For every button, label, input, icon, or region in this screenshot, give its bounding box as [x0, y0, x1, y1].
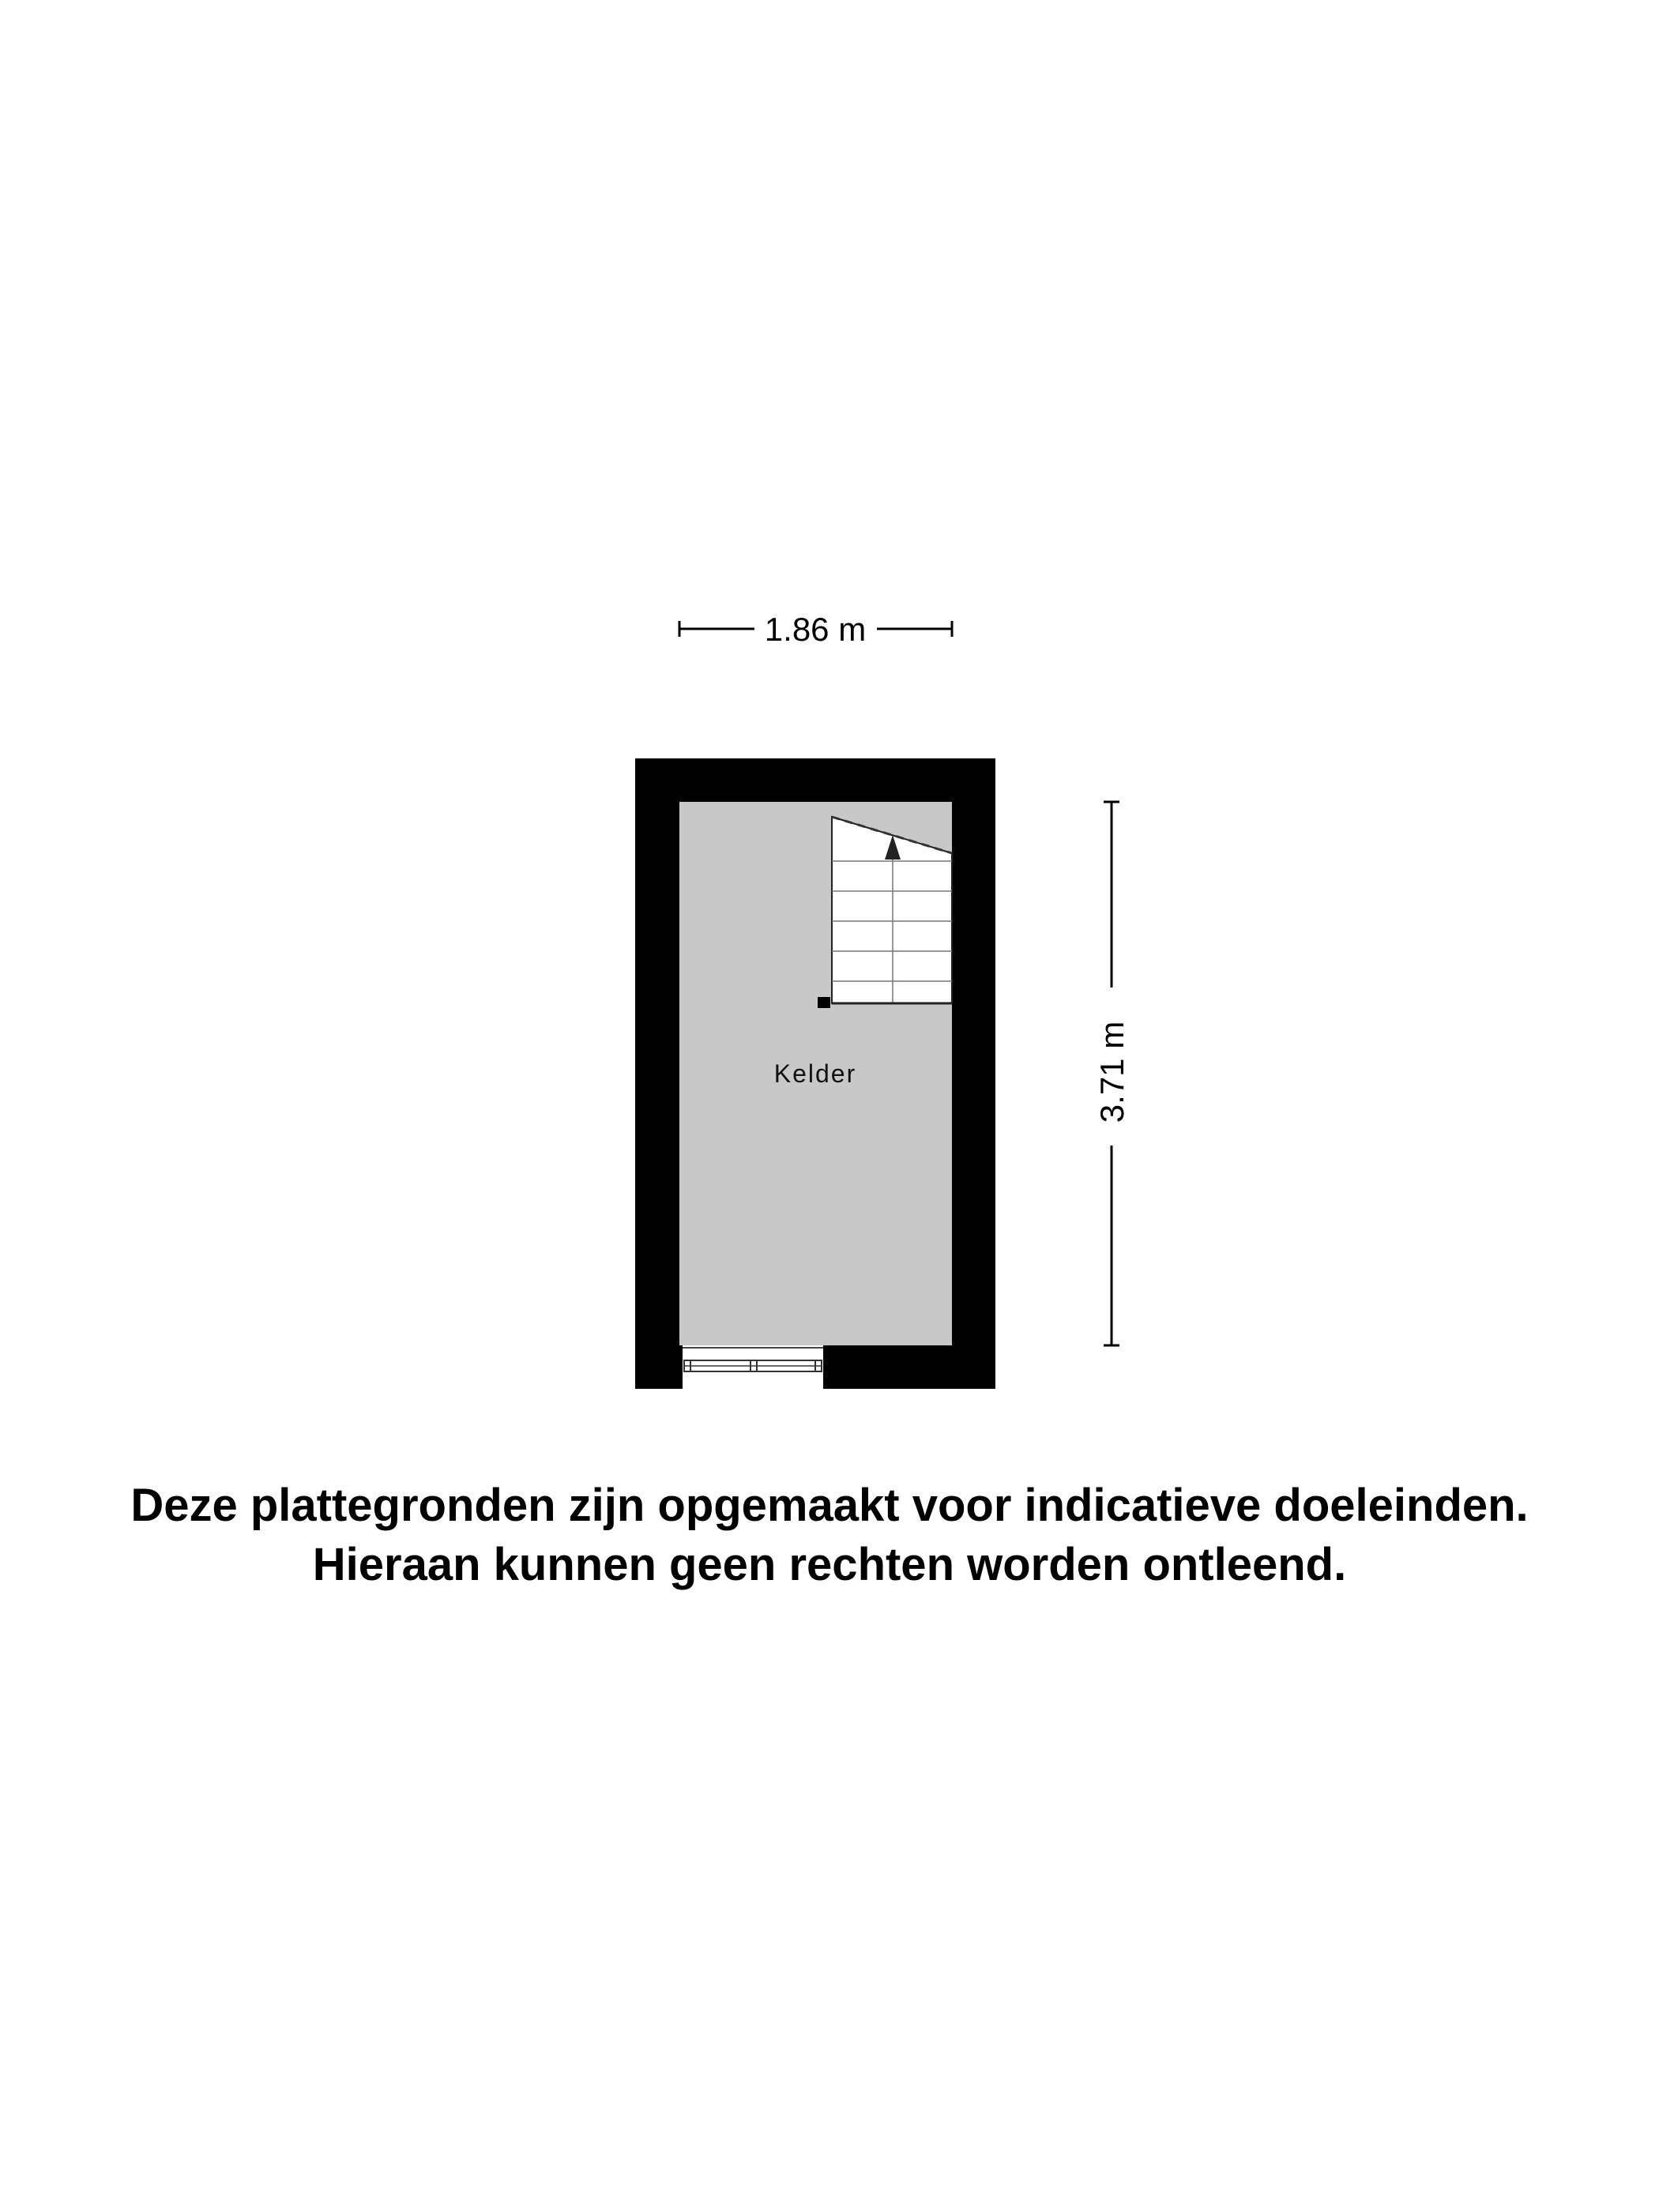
- height-label: 3.71 m: [1093, 1021, 1130, 1123]
- disclaimer-line-2: Hieraan kunnen geen rechten worden ontleend.: [312, 1539, 1347, 1590]
- height-dimension: [1093, 802, 1130, 1345]
- disclaimer-line-1: Deze plattegronden zijn opgemaakt voor indicatieve doeleinden.: [130, 1480, 1529, 1531]
- width-dimension: [679, 611, 952, 648]
- room-label: Kelder: [773, 1059, 857, 1088]
- stair-post: [818, 997, 830, 1008]
- width-label: 1.86 m: [764, 611, 867, 648]
